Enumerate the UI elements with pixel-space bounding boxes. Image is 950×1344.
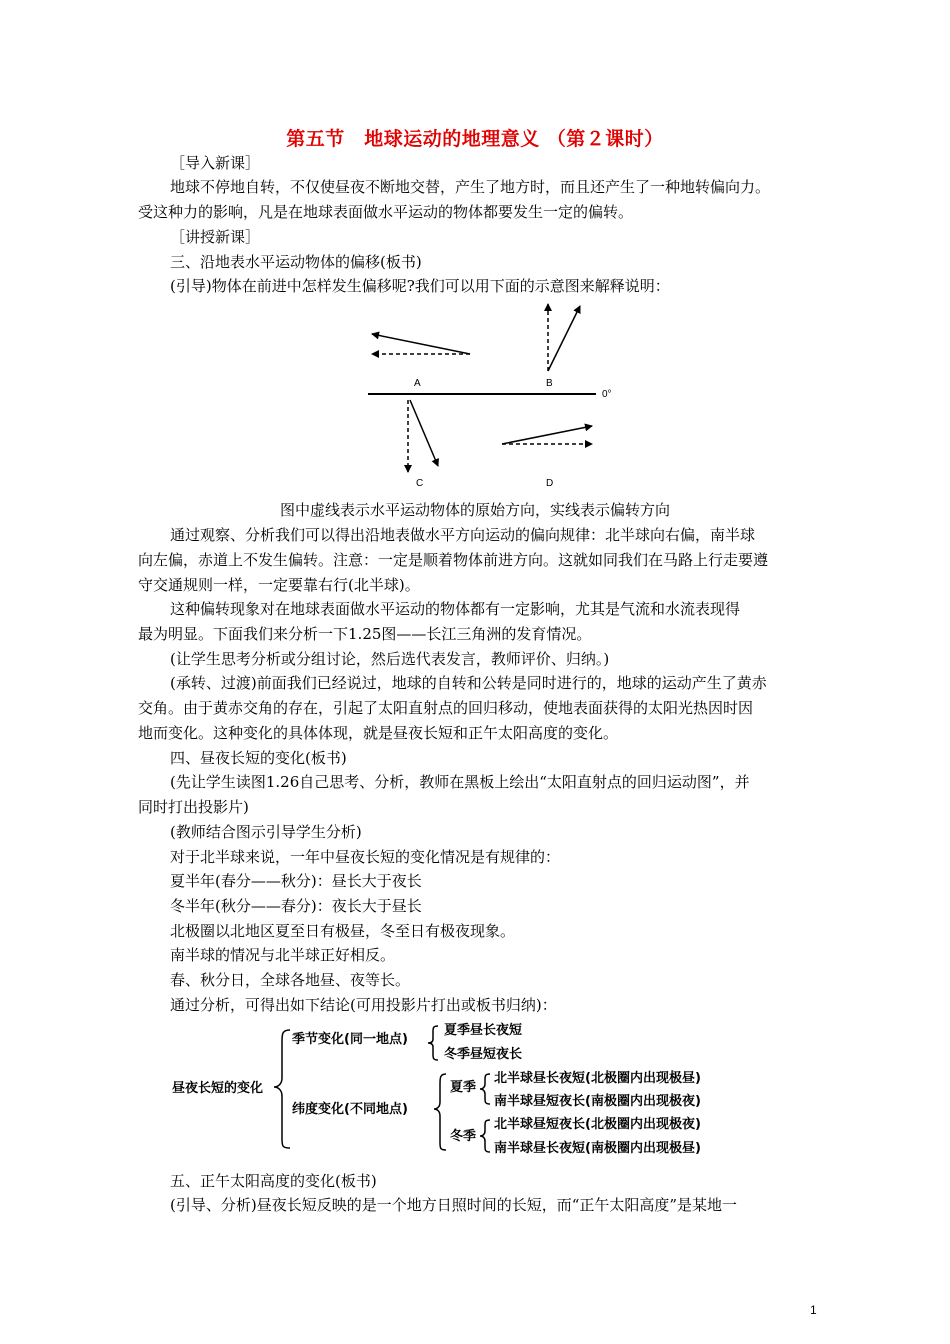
section-five-heading: 五、正午太阳高度的变化(板书) [170, 1172, 377, 1190]
label-b: B [546, 378, 553, 389]
arrow-b-deflected [548, 306, 580, 371]
paragraph-line: 南半球的情况与北半球正好相反。 [170, 946, 396, 964]
paragraph-line: 交角。由于黄赤交角的存在，引起了太阳直射点的回归移动，使地表面获得的太阳光热因时因 [138, 699, 754, 717]
label-c: C [416, 478, 424, 489]
tree-winter-label: 冬季 [450, 1129, 477, 1144]
section-four-heading: 四、昼夜长短的变化(板书) [170, 749, 347, 767]
tree-season-winter: 冬季昼短夜长 [444, 1047, 523, 1062]
page-number: 1 [810, 1303, 817, 1317]
day-night-length-tree [160, 1012, 760, 1162]
brace-winter [480, 1120, 490, 1152]
paragraph-line: 夏半年(春分——秋分)：昼长大于夜长 [170, 872, 422, 890]
paragraph-line: 地而变化。这种变化的具体体现，就是昼夜长短和正午太阳高度的变化。 [138, 724, 619, 742]
page-title: 第五节 地球运动的地理意义 （第２课时） [286, 128, 664, 150]
arrow-d-deflected [502, 426, 592, 444]
paragraph-line: (引导)物体在前进中怎样发生偏移呢?我们可以用下面的示意图来解释说明： [170, 277, 670, 295]
paragraph-line: (教师结合图示引导学生分析) [170, 823, 362, 841]
tree-branch-season: 季节变化(同一地点) [292, 1032, 408, 1047]
paragraph-line: 通过观察、分析我们可以得出沿地表做水平方向运动的偏向规律：北半球向右偏，南半球 [170, 526, 756, 544]
deflection-diagram [360, 296, 640, 496]
paragraph-line: 北极圈以北地区夏至日有极昼，冬至日有极夜现象。 [170, 922, 516, 940]
brace-latitude [434, 1074, 446, 1150]
paragraph-line: 通过分析，可得出如下结论(可用投影片打出或板书归纳)： [170, 996, 557, 1014]
label-d: D [546, 478, 554, 489]
section-three-heading: 三、沿地表水平运动物体的偏移(板书) [170, 253, 422, 271]
paragraph-line: 向左偏，赤道上不发生偏转。注意：一定是顺着物体前进方向。这就如同我们在马路上行走要遵 [138, 551, 769, 569]
paragraph-line: (让学生思考分析或分组讨论，然后选代表发言，教师评价、归纳。) [170, 650, 610, 668]
paragraph-line: (先让学生读图1.26自己思考、分析，教师在黑板上绘出“太阳直射点的回归运动图”，并 [170, 773, 750, 791]
arrow-a-deflected [372, 334, 470, 354]
tree-winter-south: 南半球昼长夜短(南极圈内出现极昼) [494, 1141, 701, 1156]
tree-root: 昼夜长短的变化 [172, 1081, 264, 1096]
tree-winter-north: 北半球昼短夜长(北极圈内出现极夜) [494, 1117, 701, 1132]
tree-summer-label: 夏季 [450, 1080, 477, 1095]
section-intro-heading: ［导入新课］ [170, 154, 261, 172]
equator-label: 0° [602, 389, 612, 400]
paragraph-line: 受这种力的影响，凡是在地球表面做水平运动的物体都要发生一定的偏转。 [138, 203, 634, 221]
paragraph-line: 同时打出投影片) [138, 798, 249, 816]
paragraph-line: 冬半年(秋分——春分)：夜长大于昼长 [170, 897, 422, 915]
paragraph-line: (承转、过渡)前面我们已经说过，地球的自转和公转是同时进行的，地球的运动产生了黄赤 [170, 674, 767, 692]
tree-branch-latitude: 纬度变化(不同地点) [292, 1102, 408, 1117]
figure-caption: 图中虚线表示水平运动物体的原始方向，实线表示偏转方向 [279, 501, 670, 519]
paragraph-line: 最为明显。下面我们来分析一下1.25图——长江三角洲的发育情况。 [138, 625, 592, 643]
brace-summer [480, 1074, 490, 1104]
label-a: A [414, 378, 421, 389]
section-lecture-heading: ［讲授新课］ [170, 228, 261, 246]
paragraph-line: 守交通规则一样，一定要靠右行(北半球)。 [138, 576, 420, 594]
paragraph-line: 地球不停地自转，不仅使昼夜不断地交替，产生了地方时，而且还产生了一种地转偏向力。 [170, 178, 771, 196]
tree-summer-north: 北半球昼长夜短(北极圈内出现极昼) [494, 1071, 701, 1086]
paragraph-line: (引导、分析)昼夜长短反映的是一个地方日照时间的长短，而“正午太阳高度”是某地一 [170, 1196, 738, 1214]
tree-season-summer: 夏季昼长夜短 [444, 1023, 523, 1038]
brace-season [428, 1026, 438, 1060]
paragraph-line: 春、秋分日，全球各地昼、夜等长。 [170, 971, 411, 989]
arrow-c-deflected [410, 400, 438, 466]
tree-summer-south: 南半球昼短夜长(南极圈内出现极夜) [494, 1094, 701, 1109]
brace-root [274, 1030, 290, 1148]
paragraph-line: 这种偏转现象对在地球表面做水平运动的物体都有一定影响，尤其是气流和水流表现得 [170, 600, 741, 618]
paragraph-line: 对于北半球来说，一年中昼夜长短的变化情况是有规律的： [170, 848, 561, 866]
